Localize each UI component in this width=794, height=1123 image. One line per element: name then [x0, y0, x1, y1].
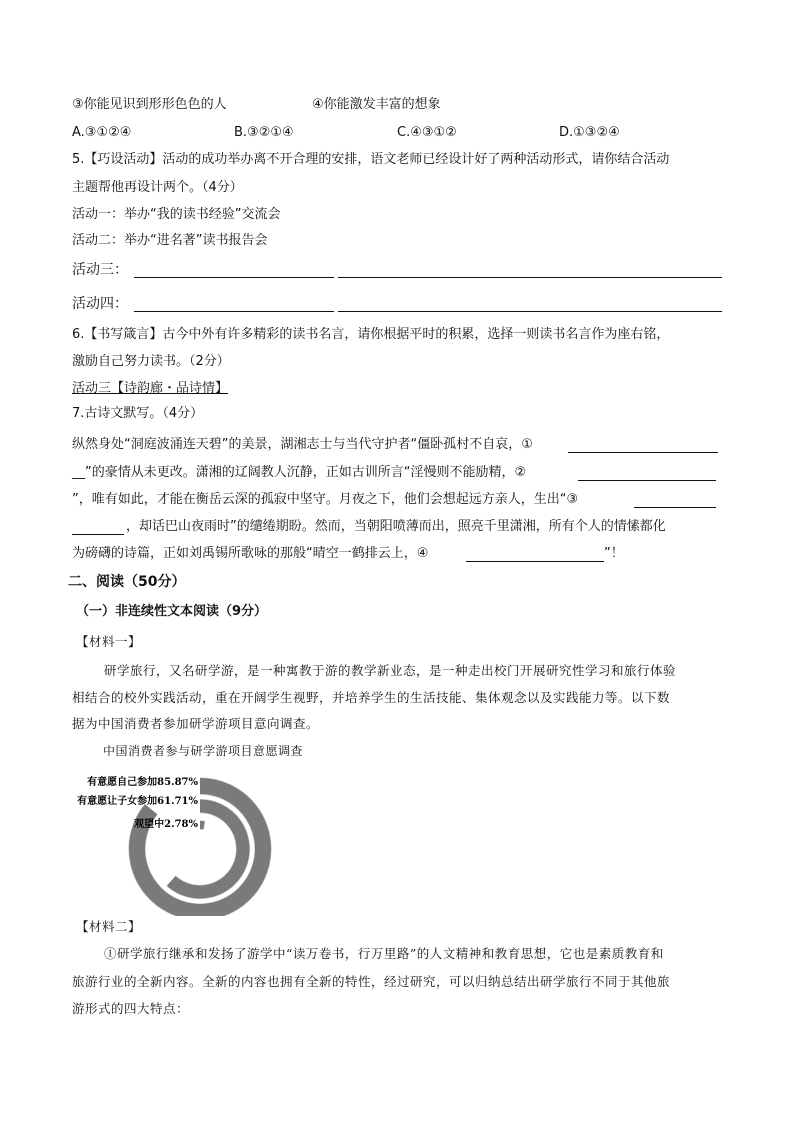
q5-activity-4-label: 活动四：: [72, 296, 128, 312]
chart-label-children: 有意愿让子女参加61.71%: [77, 796, 198, 807]
q4-option-c: C.④③①②: [397, 125, 457, 140]
q7-blank-3a[interactable]: [634, 506, 716, 508]
material1-para-line2: 相结合的校外实践活动，重在开阔学生视野，并培养学生的生活技能、集体观念以及实践能力等。以下数: [72, 690, 671, 705]
material1-para-line1: 研学旅行，又名研学游，是一种寓教于游的教学新业态，是一种走出校门开展研究性学习和旅行体验: [104, 663, 677, 678]
q6-prompt-line1: 6.【书写箴言】古今中外有许多精彩的读书名言，请你根据平时的积累，选择一则读书名言作为座右铭，: [72, 327, 670, 342]
q7-blank-1[interactable]: [568, 451, 718, 453]
q7-blank-2[interactable]: [578, 479, 716, 481]
q6-prompt-line2: 激励自己努力读书。（2分）: [72, 354, 230, 369]
chart-label-self: 有意愿自己参加85.87%: [87, 777, 198, 788]
q5-activity-4-answer-line-b[interactable]: [338, 310, 722, 312]
q7-title: 7.古诗文默写。（4分）: [72, 406, 204, 421]
q5-activity-3-answer-line-b[interactable]: [338, 276, 722, 278]
material2-label: 【材料二】: [76, 919, 142, 934]
chart-label-watching: 观望中2.78%: [134, 819, 198, 830]
section-activity3-heading: 活动三【诗韵廊・品诗情】: [72, 381, 229, 396]
material2-para-line1: ①研学旅行继承和发扬了游学中“读万卷书，行万里路”的人文精神和教育思想，它也是素质教育和: [104, 946, 664, 961]
q4-item3: ③你能见识到形形色色的人: [72, 97, 227, 112]
material2-para-line2: 旅游行业的全新内容。全新的内容也拥有全新的特性，经过研究，可以归纳总结出研学旅行不同于其他旅: [72, 974, 671, 989]
q7-line2: __”的豪情从未更改。潇湘的辽阔教人沉静，正如古训所言“淫慢则不能励精，②: [72, 465, 527, 480]
q5-activity-2: 活动二：举办“进名著”读书报告会: [72, 233, 268, 248]
part2-heading: 二、阅读（50分）: [68, 574, 186, 590]
q5-prompt-line2: 主题帮他再设计两个。（4分）: [72, 180, 243, 195]
q4-item4: ④你能激发丰富的想象: [312, 97, 441, 112]
part2-section1-heading: （一）非连续性文本阅读（9分）: [76, 604, 268, 619]
q5-activity-1: 活动一：举办“我的读书经验”交流会: [72, 207, 281, 222]
q7-line5: 为磅礴的诗篇，正如刘禹锡所歌咏的那般“晴空一鹤排云上，④: [72, 546, 429, 561]
q5-activity-3-answer-line-a[interactable]: [134, 276, 334, 278]
q7-line1: 纵然身处“洞庭波涌连天碧”的美景，湖湘志士与当代守护者“僵卧孤村不自哀，①: [72, 437, 533, 452]
material1-label: 【材料一】: [76, 634, 142, 649]
q7-line4: ，却话巴山夜雨时”的缱绻期盼。然而，当朝阳喷薄而出，照亮千里潇湘，所有个人的情愫都化: [126, 519, 666, 534]
q5-activity-4-answer-line-a[interactable]: [134, 310, 334, 312]
q7-line5-end: ”！: [604, 546, 624, 561]
material1-para-line3: 据为中国消费者参加研学游项目意向调查。: [72, 716, 320, 731]
q7-blank-4[interactable]: [466, 560, 604, 562]
survey-radial-chart: [70, 766, 290, 916]
q7-blank-3b[interactable]: [72, 533, 124, 535]
q4-option-a: A.③①②④: [72, 125, 132, 140]
q7-line3: ”，唯有如此，才能在衡岳云深的孤寂中坚守。月夜之下，他们会想起远方亲人，生出“③: [72, 492, 579, 507]
q5-activity-3-label: 活动三：: [72, 262, 128, 278]
material2-para-line3: 游形式的四大特点：: [72, 1001, 190, 1016]
q4-option-d: D.①③②④: [559, 125, 620, 140]
q5-prompt-line1: 5.【巧设活动】活动的成功举办离不开合理的安排，语文老师已经设计好了两种活动形式，请你结合活动: [72, 152, 670, 167]
q4-option-b: B.③②①④: [234, 125, 294, 140]
chart-title: 中国消费者参与研学游项目意愿调查: [103, 744, 304, 758]
